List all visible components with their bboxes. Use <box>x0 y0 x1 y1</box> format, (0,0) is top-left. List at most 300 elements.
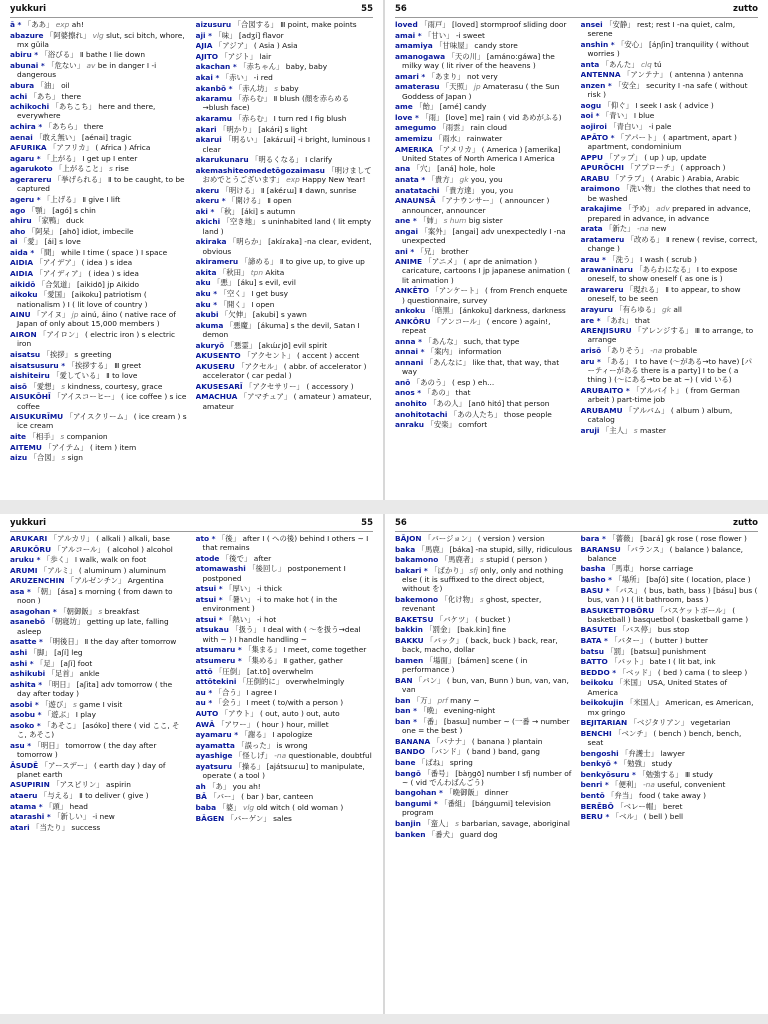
japanese-term: 「赤ん坊」 <box>234 83 272 93</box>
japanese-term: 「案外」 <box>420 226 450 236</box>
definition: guard dog <box>459 829 498 839</box>
japanese-term: 「あの人」 <box>429 399 467 408</box>
japanese-term: 「貴方」 <box>427 175 458 185</box>
definition: Akita <box>265 267 285 277</box>
headword: bakemono <box>395 594 439 604</box>
japanese-term: 「明後日」 <box>45 637 83 647</box>
headword: atarashi * <box>10 812 51 822</box>
headword: atari <box>10 822 30 832</box>
definition: there <box>83 122 104 132</box>
headword: AITEMU <box>10 442 42 452</box>
definition: [áki] s autumn <box>241 206 296 216</box>
definition: ( version ) version <box>477 534 545 543</box>
headword: BĀJON <box>395 534 422 543</box>
headword: ban * <box>395 716 417 726</box>
definition: tú <box>654 59 662 69</box>
japanese-term: 「番」 <box>419 716 442 726</box>
dictionary-entry <box>395 769 573 788</box>
headword: beikoku <box>580 678 614 688</box>
headword: AMERIKA <box>395 144 434 154</box>
headword: amamiya <box>395 41 433 51</box>
headword: AIDIA <box>10 269 34 279</box>
definition: ( idea ) s idea <box>88 269 139 279</box>
headword: amanogawa <box>395 51 446 61</box>
definition: that <box>455 388 471 398</box>
definition: [ákuma] s the devil, Satan I demon <box>202 320 360 340</box>
japanese-term: 「諦める」 <box>240 257 278 267</box>
headword: ARUZENCHIN <box>10 576 65 586</box>
dictionary-entry <box>196 803 374 812</box>
headword: BĀ <box>195 792 207 802</box>
japanese-term: 「愛想」 <box>29 381 59 391</box>
headword: asatte * <box>10 637 43 647</box>
definition: aspirin <box>106 780 131 790</box>
headword: anos * <box>395 388 422 398</box>
definition: [amé] candy <box>439 102 487 112</box>
definition: evening-night <box>443 706 496 716</box>
definition: prepared in advance, prepared in advance, in advance <box>587 204 751 223</box>
dictionary-entry <box>10 330 188 349</box>
japanese-term: 「雨水」 <box>434 133 465 143</box>
part-of-speech: tpn <box>250 267 264 277</box>
dictionary-entry <box>10 780 188 789</box>
dictionary-entry <box>10 20 188 29</box>
entry-column <box>581 534 759 1010</box>
dictionary-entry <box>196 667 374 676</box>
dictionary-entry <box>581 316 759 325</box>
dictionary-entry <box>395 52 573 71</box>
dictionary-entry <box>581 305 759 314</box>
headword: atomawashi <box>195 564 246 574</box>
part-of-speech: gk <box>459 175 469 185</box>
dictionary-entry <box>196 84 374 93</box>
headword: amemizu <box>395 133 433 143</box>
japanese-term: 「バケツ」 <box>435 614 473 624</box>
headword: basho * <box>580 575 612 585</box>
definition: ( up ) up, update <box>644 152 707 162</box>
headword: annai * <box>395 347 425 357</box>
japanese-term: 「家鴨」 <box>34 216 64 226</box>
headword: atsui * <box>195 594 223 604</box>
headword: anō <box>395 377 411 387</box>
part-of-speech: exp <box>55 20 70 29</box>
headword: love * <box>395 112 419 122</box>
headword: akeru <box>195 185 220 195</box>
part-of-speech: s <box>479 594 484 604</box>
headword: asobi * <box>10 699 39 709</box>
definition: I seek I ask ( advice ) <box>635 100 714 110</box>
dictionary-entry <box>395 337 573 346</box>
entry-column <box>196 20 374 496</box>
japanese-term: 「与える」 <box>39 791 77 801</box>
japanese-term: 「歩く」 <box>42 555 73 565</box>
dictionary-entry <box>10 154 188 163</box>
definition: ( from French enquete ) questionnaire, survey <box>402 286 568 305</box>
dictionary-entry <box>395 399 573 408</box>
japanese-term: 「あちこち」 <box>51 102 96 112</box>
definition: ( antenna ) antenna <box>669 70 744 80</box>
headword: banjin <box>395 818 421 828</box>
definition: ( accessory ) <box>306 381 354 391</box>
part-of-speech: s <box>61 453 66 463</box>
dictionary-entry <box>395 717 573 736</box>
japanese-term: 「アルゼンチン」 <box>66 576 126 586</box>
japanese-term: 「安心」 <box>617 39 647 49</box>
headword: ARUBAMU <box>580 405 623 415</box>
headword: atsumaru * <box>195 645 242 655</box>
page-number: 55 <box>361 518 373 528</box>
dictionary-entry <box>10 453 188 462</box>
header-rule <box>395 17 758 18</box>
dictionary-entry <box>395 595 573 614</box>
headword: AFURIKA <box>10 143 47 153</box>
japanese-term: 「穴」 <box>412 164 435 174</box>
japanese-term: 「現れる」 <box>625 285 663 295</box>
definition: [bàŋgō] number I sfj number of ~ ( vid でんわばんごう) <box>402 768 572 787</box>
japanese-term: 「合図」 <box>29 453 60 463</box>
definition: game I visit <box>79 699 123 709</box>
dictionary-entry <box>395 358 573 377</box>
headword: aku * <box>195 299 218 309</box>
definition: I to expose oneself, to show oneself ( as one is ) <box>587 265 738 284</box>
headword: akarui <box>195 135 222 145</box>
japanese-term: 「米国」 <box>615 678 646 688</box>
definition: [aʃí] leg <box>54 647 83 657</box>
headword: akuryō <box>195 340 225 350</box>
dictionary-entry <box>395 676 573 695</box>
dictionary-entry <box>196 289 374 298</box>
dictionary-entry <box>10 607 188 616</box>
dictionary-entry <box>10 248 188 257</box>
definition: postponement I postponed <box>202 564 346 583</box>
definition: [adʒí] flavor <box>238 30 284 40</box>
japanese-term: 「洗う」 <box>608 254 638 264</box>
headword: achi <box>10 91 28 101</box>
headword: AKUSENTO <box>195 351 241 361</box>
headword: ANKŌRU <box>395 316 431 326</box>
headword: bakkin <box>395 625 423 635</box>
definition: Ⅱ the day after tomorrow <box>84 637 177 647</box>
japanese-term: 「安楽」 <box>426 420 456 430</box>
dictionary-entry <box>395 145 573 164</box>
japanese-term: 「蛮人」 <box>423 818 453 828</box>
definition: [áɲʃin] tranquility ( without worries ) <box>587 39 749 59</box>
headword: aratameru <box>580 234 625 244</box>
dictionary-entry <box>10 669 188 678</box>
definition: ( bench ) bench, bench, seat <box>587 728 742 748</box>
definition: [loved] stormproof sliding door <box>452 20 567 29</box>
definition: study <box>651 759 673 769</box>
headword: asanebō <box>10 617 46 627</box>
japanese-term: 「開く」 <box>219 299 250 309</box>
headword: loved <box>395 20 418 29</box>
headword: bane <box>395 757 416 767</box>
japanese-term: 「あち」 <box>29 91 60 101</box>
definition: ( Arabic ) Arabia, Arabic <box>650 173 740 183</box>
dictionary-entry <box>10 280 188 289</box>
japanese-term: 「あちら」 <box>44 122 82 132</box>
japanese-term: 「相手」 <box>28 432 59 442</box>
dictionary-entry <box>196 656 374 665</box>
definition: I blue <box>633 111 655 121</box>
headword: ashi <box>10 647 28 657</box>
headword: aizu <box>10 453 28 463</box>
headword: BENCHI <box>580 728 612 738</box>
dictionary-entry <box>10 534 188 543</box>
definition: [baɾá] gk rose ( rose flower ) <box>640 534 747 543</box>
japanese-term: 「頭」 <box>45 801 68 811</box>
headword: aida * <box>10 247 35 257</box>
headword: beikokujin <box>580 698 624 708</box>
japanese-term: 「あれ」 <box>602 315 633 325</box>
dictionary-entry <box>395 758 573 767</box>
headword: benri * <box>580 780 609 790</box>
japanese-term: 「アウト」 <box>220 708 258 718</box>
japanese-term: 「圧倒」 <box>215 666 245 676</box>
definition: baby, baby <box>285 62 328 72</box>
definition: horse carriage <box>639 564 694 574</box>
dictionary-entry <box>395 347 573 356</box>
japanese-term: 「アナウンサー」 <box>438 196 498 206</box>
definition: rise <box>115 164 129 174</box>
headword: ban <box>395 695 411 705</box>
running-head: yukkuri <box>10 4 47 14</box>
headword: atsukau <box>195 625 229 635</box>
japanese-term: 「仰ぐ」 <box>603 100 634 110</box>
definition: is wrong <box>276 740 308 750</box>
header-rule <box>10 531 373 532</box>
headword: BASUKETTOBŌRU <box>580 605 655 615</box>
headword: BATA * <box>580 636 608 646</box>
definition: not very <box>466 71 498 81</box>
definition: [akíɾaka] -na clear, evident, obvious <box>202 237 372 256</box>
japanese-term: 「アップ」 <box>605 152 642 162</box>
definition: [ajátsɯɾɯ] to manipulate, operate ( a tool ) <box>202 761 365 781</box>
definition: ( Africa ) Africa <box>95 143 151 153</box>
japanese-term: 「阿婆擦れ」 <box>45 30 91 40</box>
japanese-term: 「勉強」 <box>619 759 650 769</box>
part-of-speech: -na <box>274 751 287 761</box>
japanese-term: 「上がること」 <box>54 164 107 174</box>
dictionary-entry <box>581 575 759 584</box>
dictionary-entry <box>196 207 374 216</box>
definition: ainú, áino ( native race of Japan of only about 15,000 members ) <box>17 310 176 329</box>
japanese-term: 「天の川」 <box>447 51 485 61</box>
japanese-term: 「アイヌ」 <box>33 310 70 320</box>
definition: tomorrow ( the day after tomorrow ) <box>17 740 157 759</box>
headword: araimono <box>580 184 620 194</box>
dictionary-entry <box>10 216 188 225</box>
headword: akiraka <box>195 237 227 247</box>
japanese-term: 「青白い」 <box>609 122 647 132</box>
dictionary-entry <box>10 310 188 329</box>
part-of-speech: sfj <box>469 565 478 575</box>
japanese-term: 「場面」 <box>425 655 456 665</box>
dictionary-entry <box>395 227 573 246</box>
dictionary-entry <box>196 534 374 553</box>
headword: atode <box>195 553 220 563</box>
headword: ai <box>10 237 18 247</box>
part-of-speech: s <box>61 381 66 391</box>
part-of-speech: vlg <box>92 30 104 40</box>
definition: I to have (〜がある→to have) [パーティーがある there is a party] I to be ( a thing ) (〜にある→to be at ~) ( vid いる) <box>587 356 752 385</box>
japanese-term: 「アースデー」 <box>40 760 92 770</box>
definition: ghost, specter, revenant <box>402 594 542 614</box>
headword: akuma <box>195 320 224 330</box>
headword: benkyō * <box>580 759 618 769</box>
headword: BASU * <box>580 585 610 595</box>
dictionary-entry <box>395 534 573 543</box>
dictionary-entry <box>10 637 188 646</box>
dictionary-entry <box>10 680 188 699</box>
headword: ā * <box>10 20 22 29</box>
definition: [akubi] s yawn <box>252 310 307 320</box>
dictionary-entry <box>10 741 188 760</box>
japanese-term: 「ある」 <box>603 356 633 366</box>
japanese-term: 「空き地」 <box>222 217 260 227</box>
definition: old witch ( old woman ) <box>256 802 344 812</box>
japanese-term: 「ありそう」 <box>603 346 648 356</box>
dictionary-entry <box>395 134 573 143</box>
headword: abazure <box>10 30 44 40</box>
dictionary-entry <box>581 255 759 264</box>
definition: that <box>634 315 650 325</box>
dictionary-entry <box>395 102 573 111</box>
japanese-term: 「万」 <box>412 695 436 705</box>
definition: Ⅱ to deliver ( give ) <box>79 791 149 801</box>
dictionary-entry <box>196 62 374 71</box>
dictionary-page-right <box>385 0 768 500</box>
japanese-term: 「扱う」 <box>231 625 261 635</box>
japanese-term: 「バット」 <box>610 657 648 667</box>
headword: ayamatta <box>195 740 235 750</box>
dictionary-entry <box>581 153 759 162</box>
headword: AIRON <box>10 330 37 340</box>
dictionary-entry <box>10 823 188 832</box>
dictionary-entry <box>196 166 374 185</box>
definition: Argentina <box>127 576 164 586</box>
page-header <box>395 518 758 530</box>
japanese-term: 「米国人」 <box>626 698 663 708</box>
japanese-term: 「赤らむ」 <box>234 94 272 104</box>
japanese-term: 「化け物」 <box>440 594 478 604</box>
japanese-term: 「改める」 <box>626 234 664 244</box>
dictionary-entry <box>10 545 188 554</box>
dictionary-entry <box>10 206 188 215</box>
dictionary-entry <box>395 545 573 554</box>
page-spread-top <box>0 0 768 500</box>
dictionary-entry <box>581 163 759 172</box>
headword: banken <box>395 829 426 839</box>
japanese-term: 「阿呆」 <box>27 226 58 236</box>
dictionary-entry <box>395 113 573 122</box>
dictionary-entry <box>196 135 374 154</box>
headword: anna * <box>395 336 422 346</box>
dictionary-entry <box>395 420 573 429</box>
definition: brother <box>441 246 469 256</box>
headword: ayamaru * <box>195 730 239 740</box>
definition: Ⅲ point, make points <box>280 20 357 29</box>
headword: aku * <box>195 288 218 298</box>
header-rule <box>10 17 373 18</box>
running-head: zutto <box>733 4 758 14</box>
headword: ane * <box>395 216 417 226</box>
definition: Ⅲ study <box>684 769 713 779</box>
definition: oil <box>61 80 70 90</box>
headword: BĀGEN <box>195 813 225 823</box>
part-of-speech: -na <box>642 780 655 790</box>
dictionary-entry <box>395 175 573 184</box>
dictionary-entry <box>10 566 188 575</box>
headword: akanbō * <box>195 83 233 93</box>
dictionary-entry <box>395 306 573 315</box>
definition: -i hot <box>256 614 277 624</box>
definition: Ⅲ to arrange, to arrange <box>587 326 754 345</box>
japanese-term: 「バー」 <box>209 792 239 802</box>
japanese-term: 「あらわになる」 <box>635 265 695 275</box>
dictionary-entry <box>395 830 573 839</box>
headword: ARUBAITO * <box>580 385 630 395</box>
headword: AINU <box>10 310 31 320</box>
definition: dinner <box>484 788 509 798</box>
definition: [angai] adv unexpectedly I -na unexpected <box>402 226 566 245</box>
dictionary-entry <box>196 762 374 781</box>
japanese-term: 「あんなに」 <box>425 357 471 367</box>
part-of-speech: s <box>73 699 77 709</box>
dictionary-entry <box>395 286 573 305</box>
japanese-term: 「アイテム」 <box>44 442 88 452</box>
headword: akachan * <box>195 62 237 72</box>
headword: AWĀ <box>195 719 215 729</box>
headword: ANKĒTO <box>395 286 430 296</box>
entry-column <box>10 534 188 1010</box>
headword: ayatsuru <box>195 761 233 771</box>
definition: such, that type <box>463 336 520 346</box>
definition: Happy New Year! <box>302 175 366 185</box>
japanese-term: 「危ない」 <box>47 61 85 71</box>
dictionary-entry <box>10 812 188 821</box>
headword: AKUSERU <box>195 361 235 371</box>
definition: sales <box>273 813 292 823</box>
dictionary-entry <box>395 706 573 715</box>
headword: akemashiteomedetōgozaimasu <box>195 165 325 175</box>
header-rule <box>395 531 758 532</box>
headword: agerareru <box>10 175 52 185</box>
dictionary-entry <box>581 759 759 768</box>
dictionary-entry <box>196 720 374 729</box>
definition: Ⅱ to be caught, to be captured <box>17 175 185 194</box>
headword: ataeru <box>10 791 38 801</box>
japanese-term: 「ベンチ」 <box>614 728 652 738</box>
definition: stupid ( person ) <box>486 555 548 565</box>
dictionary-entry <box>395 41 573 50</box>
definition: [at.tō] overwhelm <box>246 666 314 676</box>
japanese-term: 「上がる」 <box>42 153 80 163</box>
dictionary-entry <box>10 81 188 90</box>
headword: agaru * <box>10 153 41 163</box>
definition: duck <box>66 216 84 226</box>
headword: anohito <box>395 399 427 408</box>
japanese-term: 「ベッド」 <box>618 667 656 677</box>
dictionary-entry <box>196 300 374 309</box>
definition: ( band ) band, gang <box>466 747 540 757</box>
definition: [baʃó] site ( location, place ) <box>646 575 751 585</box>
dictionary-entry <box>581 791 759 800</box>
japanese-term: 「謝る」 <box>240 730 271 740</box>
japanese-term: 「アパート」 <box>616 132 661 142</box>
japanese-term: 「アクセサリー」 <box>245 381 304 391</box>
headword: AUTO <box>195 708 219 718</box>
